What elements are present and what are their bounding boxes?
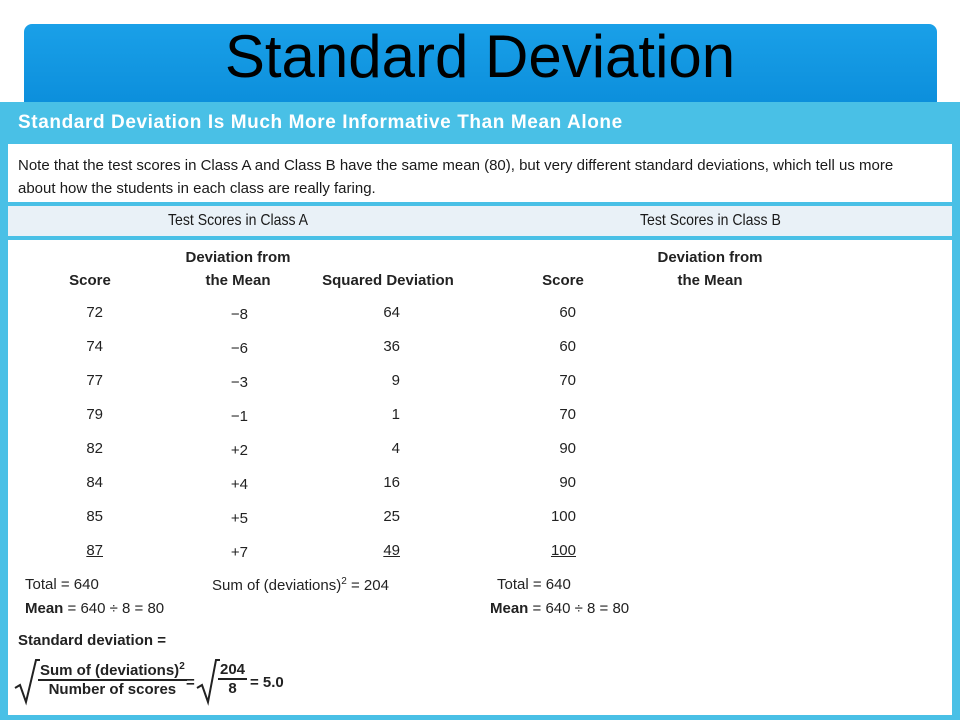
b-score: 90 — [559, 474, 576, 491]
a-sum-deviations: Sum of (deviations)$^2$ = 204 — [212, 576, 389, 594]
b-score: 100 — [550, 508, 576, 525]
sqrt-icon-2 — [196, 658, 220, 706]
a-deviation: +7 — [230, 544, 248, 561]
class-b-title: Test Scores in Class B — [640, 212, 781, 229]
note-text — [8, 144, 952, 202]
a-score: 74 — [86, 338, 103, 355]
a-deviation: −8 — [230, 306, 248, 323]
a-score: 72 — [86, 304, 103, 321]
b-score: 60 — [559, 338, 576, 355]
a-deviation: −6 — [230, 340, 248, 357]
b-mean: Mean = 640 ÷ 8 = 80 — [490, 600, 630, 617]
formula-result: = 5.0 — [250, 674, 284, 691]
b-score: 60 — [559, 304, 576, 321]
a-squared: 49 — [383, 542, 400, 559]
class-a-col-score: Score — [69, 272, 111, 289]
a-squared: 4 — [391, 440, 400, 457]
formula-fraction: $\frac{Sum of (deviations)^2}{\text{Number of scores}}$ — [40, 661, 185, 698]
b-total: Total = 640 — [497, 576, 571, 593]
a-deviation: +2 — [230, 442, 248, 459]
a-squared: 1 — [391, 406, 400, 423]
a-deviation: −1 — [230, 408, 248, 425]
note-line-1: Note that the test scores in Class A and Class B have the same mean (80), but very different standard deviations, which tell us more — [18, 157, 894, 174]
a-score: 77 — [86, 372, 103, 389]
a-squared: 64 — [383, 304, 400, 321]
sd-label: Standard deviation = — [18, 632, 166, 649]
class-b-col-dev: Deviation from the Mean — [657, 249, 763, 289]
a-squared: 36 — [383, 338, 400, 355]
class-a-col-dev: Deviation from the Mean — [185, 249, 291, 289]
a-score: 87 — [86, 542, 103, 559]
a-squared: 9 — [391, 372, 400, 389]
a-score: 82 — [86, 440, 103, 457]
scores-table — [8, 240, 952, 715]
b-score: 70 — [559, 406, 576, 423]
sqrt-icon-1 — [14, 658, 40, 706]
a-score: 79 — [86, 406, 103, 423]
info-panel — [0, 102, 960, 720]
class-a-col-squared: Squared Deviation — [322, 272, 454, 289]
b-score: 100 — [550, 542, 576, 559]
a-score: 85 — [86, 508, 103, 525]
class-a-title: Test Scores in Class A — [168, 212, 309, 229]
panel-header: Standard Deviation Is Much More Informative Than Mean Alone — [18, 112, 623, 133]
a-deviation: −3 — [230, 374, 248, 391]
formula-equals: = — [186, 674, 195, 691]
b-score: 70 — [559, 372, 576, 389]
b-score: 90 — [559, 440, 576, 457]
a-deviation: +4 — [230, 476, 248, 493]
a-squared: 16 — [383, 474, 400, 491]
a-deviation: +5 — [230, 510, 248, 527]
class-header-row — [8, 206, 952, 236]
class-b-col-score: Score — [542, 272, 584, 289]
note-line-2: about how the students in each class are really faring. — [18, 180, 376, 197]
a-mean: Mean = 640 ÷ 8 = 80 — [25, 600, 165, 617]
formula-fraction-values: $\frac{204}{8}$ — [220, 661, 246, 697]
a-score: 84 — [86, 474, 103, 491]
slide-title: Standard Deviation — [224, 23, 736, 90]
a-squared: 25 — [383, 508, 400, 525]
a-total: Total = 640 — [25, 576, 99, 593]
